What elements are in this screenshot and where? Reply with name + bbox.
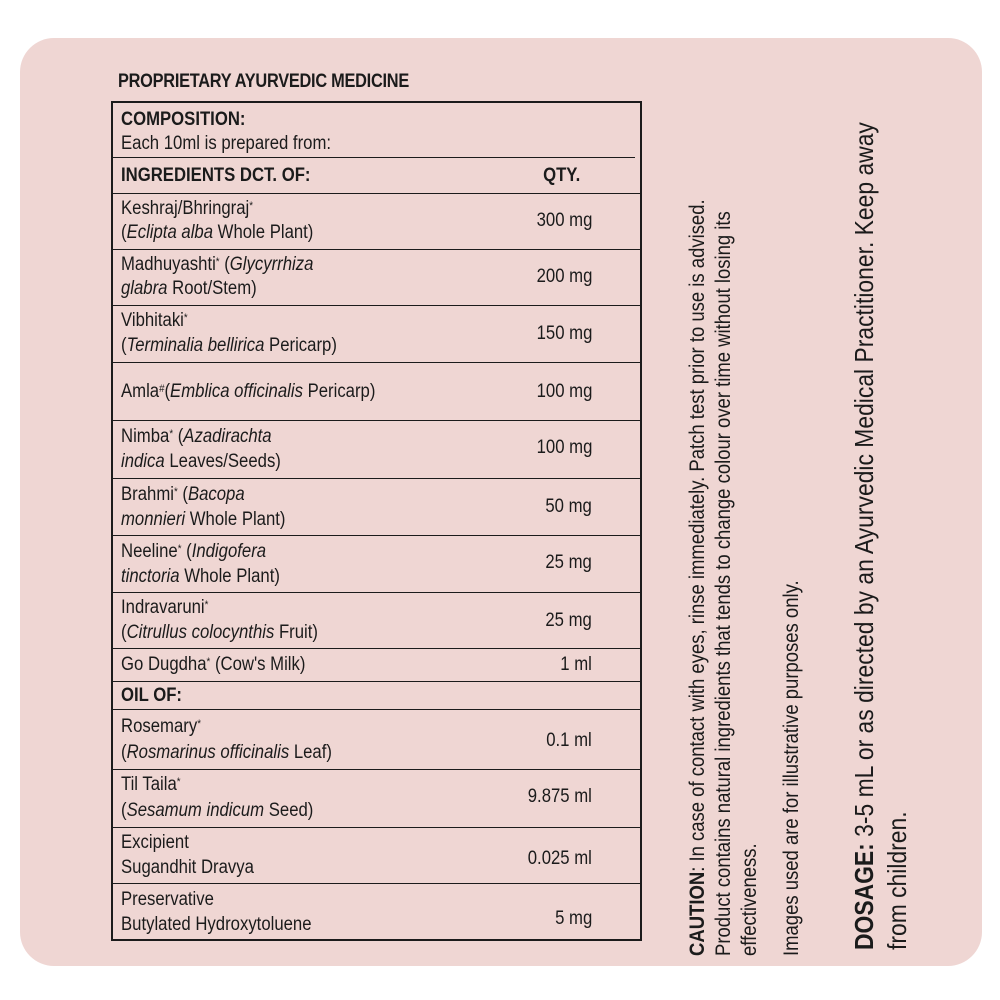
table-row <box>113 593 640 649</box>
plant-part: Leaves/Seeds) <box>164 451 281 472</box>
botanical-name: Eclipta alba <box>126 222 214 243</box>
ingredient-name: Preservative <box>121 889 214 910</box>
ingredient-qty: 100 mg <box>536 437 592 458</box>
plant-part: Root/Stem) <box>167 278 257 299</box>
ingredient-name: Amla <box>121 381 160 402</box>
plant-part: (Cow's Milk) <box>210 654 306 675</box>
ingredient-name: Brahmi <box>121 484 174 505</box>
dosage-line-1: 3-5 mL or as directed by an Ayurvedic Medical Practitioner. Keep away <box>849 122 879 844</box>
botanical-name: Indigofera <box>191 541 267 562</box>
ingredients-column-header: INGREDIENTS DCT. OF: <box>121 165 311 186</box>
paren: ( <box>173 426 184 447</box>
caution-line-4: Images used are for illustrative purposes only. <box>780 580 803 956</box>
oil-heading-row <box>113 682 640 710</box>
table-row <box>113 194 640 250</box>
table-row <box>113 710 640 770</box>
botanical-name: indica <box>121 451 165 472</box>
caution-line-1: : In case of contact with eyes, rinse immediately. Patch test prior to use is advised. <box>686 199 709 872</box>
caution-line-3: effectiveness. <box>738 843 761 956</box>
asterisk-mark: * <box>249 200 254 212</box>
ingredient-qty: 300 mg <box>536 210 592 231</box>
caution-label: CAUTION <box>686 871 709 956</box>
plant-part: Pericarp) <box>302 381 376 402</box>
plant-part: Leaf) <box>289 742 332 763</box>
ingredient-qty: 200 mg <box>536 266 592 287</box>
ingredient-name: Indravaruni <box>121 597 205 618</box>
botanical-name: glabra <box>121 278 168 299</box>
plant-part: Whole Plant) <box>185 509 286 530</box>
botanical-name: Sesamum indicum <box>126 800 265 821</box>
botanical-name: Bacopa <box>187 484 245 505</box>
table-row <box>113 770 640 828</box>
asterisk-mark: * <box>177 543 182 555</box>
ingredient-detail: Sugandhit Dravya <box>121 857 254 878</box>
ingredient-qty: 1 ml <box>560 654 592 675</box>
label-title: PROPRIETARY AYURVEDIC MEDICINE <box>118 71 409 92</box>
ingredient-detail: Butylated Hydroxytoluene <box>121 914 312 935</box>
botanical-name: tinctoria <box>121 566 180 587</box>
botanical-name: Glycyrrhiza <box>229 254 314 275</box>
paren: ( <box>121 800 127 821</box>
asterisk-mark: * <box>204 599 209 611</box>
qty-column-header: QTY. <box>542 165 580 186</box>
asterisk-mark: * <box>183 312 188 324</box>
divider <box>113 157 635 158</box>
ingredient-qty: 0.1 ml <box>546 730 592 751</box>
ingredient-name: Go Dugdha <box>121 654 207 675</box>
ingredient-qty: 9.875 ml <box>527 786 592 807</box>
table-row <box>113 363 640 421</box>
ingredient-qty: 50 mg <box>545 496 592 517</box>
botanical-name: Rosmarinus officinalis <box>126 742 290 763</box>
paren: ( <box>181 541 192 562</box>
ingredient-name: Rosemary <box>121 716 198 737</box>
plant-part: Whole Plant) <box>179 566 280 587</box>
composition-subtext: Each 10ml is prepared from: <box>121 133 332 154</box>
dosage-line-2: from children. <box>882 811 912 950</box>
botanical-name: monnieri <box>121 509 186 530</box>
oil-heading: OIL OF: <box>121 685 182 706</box>
table-row <box>113 884 640 941</box>
ingredient-name: Nimba <box>121 426 170 447</box>
ingredient-name: Madhuyashti <box>121 254 216 275</box>
botanical-name: Citrullus colocynthis <box>126 622 275 643</box>
asterisk-mark: * <box>169 428 174 440</box>
table-header-row <box>113 159 640 194</box>
ingredient-name: Neeline <box>121 541 178 562</box>
dosage-label: DOSAGE: <box>849 843 879 950</box>
botanical-name: Terminalia bellirica <box>126 335 265 356</box>
composition-heading: COMPOSITION: <box>121 109 246 130</box>
asterisk-mark: * <box>173 486 178 498</box>
table-row <box>113 536 640 593</box>
asterisk-mark: * <box>215 256 220 268</box>
ingredient-name: Keshraj/Bhringraj <box>121 198 250 219</box>
ingredient-qty: 100 mg <box>536 381 592 402</box>
ingredient-name: Vibhitaki <box>121 310 184 331</box>
paren: ( <box>219 254 230 275</box>
table-row <box>113 479 640 536</box>
table-row <box>113 828 640 884</box>
asterisk-mark: * <box>176 776 181 788</box>
plant-part: Fruit) <box>274 622 318 643</box>
ingredient-qty: 25 mg <box>545 610 592 631</box>
caution-line-2: Product contains natural ingredients that tends to change colour over time without losing its <box>712 211 735 956</box>
asterisk-mark: * <box>206 656 211 668</box>
ingredient-name: Til Taila <box>121 774 177 795</box>
botanical-name: Emblica officinalis <box>170 381 303 402</box>
plant-part: Whole Plant) <box>213 222 314 243</box>
composition-header <box>113 103 640 159</box>
paren: ( <box>121 742 127 763</box>
ingredient-qty: 150 mg <box>536 323 592 344</box>
asterisk-mark: * <box>197 718 201 730</box>
paren: ( <box>121 222 127 243</box>
botanical-name: Azadirachta <box>183 426 272 447</box>
paren: ( <box>121 335 127 356</box>
table-row <box>113 250 640 306</box>
paren: ( <box>121 622 127 643</box>
hash-mark: # <box>159 383 165 395</box>
plant-part: Pericarp) <box>264 335 337 356</box>
ingredient-qty: 25 mg <box>545 552 592 573</box>
table-row <box>113 306 640 363</box>
paren: ( <box>177 484 188 505</box>
ingredient-qty: 0.025 ml <box>527 848 592 869</box>
table-row <box>113 649 640 682</box>
ingredient-name: Excipient <box>121 832 189 853</box>
table-row <box>113 421 640 479</box>
ingredient-qty: 5 mg <box>554 908 592 929</box>
plant-part: Seed) <box>264 800 314 821</box>
composition-table <box>111 101 642 941</box>
paren: ( <box>164 381 171 402</box>
